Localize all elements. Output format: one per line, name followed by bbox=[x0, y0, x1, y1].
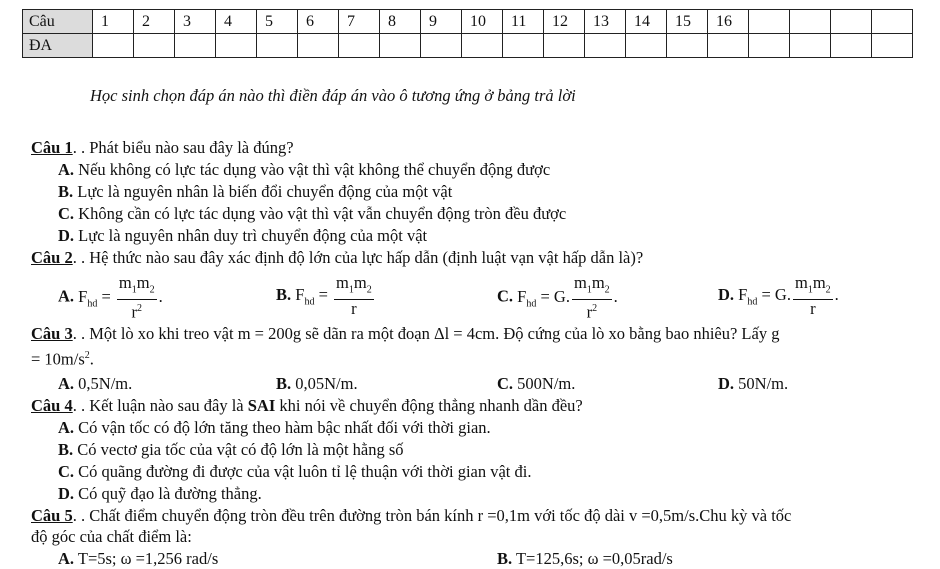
formula-c: $F_{hd} = G$. $\frac{m_1m_2}{r^2}$ . bbox=[517, 273, 618, 322]
question-1 bbox=[31, 138, 294, 158]
option-text: Có quãng đường đi được của vật luôn tỉ lệ thuận với thời gian vật đi. bbox=[78, 462, 532, 481]
option-text: 50N/m. bbox=[738, 374, 789, 393]
question-1-text: . . Phát biểu nào sau đây là đúng? bbox=[72, 138, 294, 157]
option-text: 0,05N/m. bbox=[295, 374, 358, 393]
option-letter: A. bbox=[58, 160, 75, 179]
option-text: Có vận tốc có độ lớn tăng theo hàm bậc nhất đối với thời gian. bbox=[78, 418, 491, 437]
header-cau: Câu bbox=[23, 10, 93, 34]
question-number: 5 bbox=[257, 10, 298, 34]
q4-option-b[interactable] bbox=[58, 440, 404, 460]
answer-cell[interactable] bbox=[134, 34, 175, 58]
question-5-label: Câu 5 bbox=[31, 506, 73, 525]
question-3 bbox=[31, 324, 779, 344]
question-number: 8 bbox=[380, 10, 421, 34]
question-number: 10 bbox=[462, 10, 503, 34]
question-3-label: Câu 3 bbox=[31, 324, 73, 343]
q1-option-c[interactable] bbox=[58, 204, 566, 224]
header-da: ĐA bbox=[23, 34, 93, 58]
q3-option-b[interactable] bbox=[276, 374, 358, 394]
q3-option-a[interactable] bbox=[58, 374, 132, 394]
answer-cell[interactable] bbox=[831, 34, 872, 58]
option-letter: A. bbox=[58, 286, 75, 306]
question-4-label: Câu 4 bbox=[31, 396, 73, 415]
answer-cell[interactable] bbox=[175, 34, 216, 58]
question-2 bbox=[31, 248, 643, 268]
answer-cell[interactable] bbox=[667, 34, 708, 58]
answer-cell[interactable] bbox=[257, 34, 298, 58]
question-1-label: Câu 1 bbox=[31, 138, 73, 157]
q5-option-b[interactable] bbox=[497, 549, 673, 569]
question-number bbox=[790, 10, 831, 34]
q4-option-d[interactable] bbox=[58, 484, 262, 504]
formula-b: $F_{hd}$ = $\frac{m_1m_2}{r}$ bbox=[295, 273, 372, 319]
option-letter: C. bbox=[497, 374, 514, 393]
answer-cell[interactable] bbox=[749, 34, 790, 58]
q4-option-c[interactable] bbox=[58, 462, 531, 482]
answer-cell[interactable] bbox=[216, 34, 257, 58]
q5-option-a[interactable] bbox=[58, 549, 218, 569]
option-letter: A. bbox=[58, 549, 75, 568]
option-letter: B. bbox=[58, 182, 74, 201]
option-letter: A. bbox=[58, 374, 75, 393]
formula-a: $F_{hd}$ = $\frac{m_1m_2}{r^2}$ . bbox=[78, 273, 163, 322]
question-number-row bbox=[23, 10, 913, 34]
q3-option-c[interactable] bbox=[497, 374, 575, 394]
question-number bbox=[872, 10, 913, 34]
q2-option-b[interactable] bbox=[276, 274, 376, 318]
option-letter: C. bbox=[497, 286, 514, 306]
answer-cell[interactable] bbox=[790, 34, 831, 58]
question-number: 2 bbox=[134, 10, 175, 34]
answer-cell[interactable] bbox=[626, 34, 667, 58]
question-number: 3 bbox=[175, 10, 216, 34]
question-number: 12 bbox=[544, 10, 585, 34]
question-5-text: . . Chất điểm chuyển động tròn đều trên đường tròn bán kính r =0,1m với tốc độ dài v =0,5m/s.Chu kỳ và tốc bbox=[72, 506, 792, 525]
instruction-text: Học sinh chọn đáp án nào thì điền đáp án vào ô tương ứng ở bảng trả lời bbox=[90, 86, 576, 105]
answer-cell[interactable] bbox=[708, 34, 749, 58]
question-number: 7 bbox=[339, 10, 380, 34]
question-number: 4 bbox=[216, 10, 257, 34]
sai-emphasis: SAI bbox=[247, 396, 276, 415]
option-letter: B. bbox=[276, 284, 292, 304]
answer-table bbox=[22, 9, 913, 58]
option-letter: D. bbox=[718, 284, 735, 304]
q2-option-c[interactable] bbox=[497, 274, 618, 322]
option-text: T=5s; ω =1,256 rad/s bbox=[77, 549, 219, 568]
option-letter: D. bbox=[718, 374, 735, 393]
question-3-text: . . Một lò xo khi treo vật m = 200g sẽ dãn ra một đoạn Δl = 4cm. Độ cứng của lò xo bằng bao nhiêu? Lấy g bbox=[72, 324, 780, 343]
answer-cell[interactable] bbox=[872, 34, 913, 58]
question-number: 14 bbox=[626, 10, 667, 34]
option-text: Có quỹ đạo là đường thẳng. bbox=[78, 484, 262, 503]
question-number: 16 bbox=[708, 10, 749, 34]
answer-cell[interactable] bbox=[93, 34, 134, 58]
option-letter: A. bbox=[58, 418, 75, 437]
answer-cell[interactable] bbox=[421, 34, 462, 58]
option-text: Lực là nguyên nhân duy trì chuyển động của một vật bbox=[78, 226, 428, 245]
formula-d: $F_{hd} = G$. $\frac{m_1m_2}{r}$ . bbox=[738, 273, 839, 319]
option-text: Lực là nguyên nhân là biến đổi chuyển động của một vật bbox=[77, 182, 453, 201]
option-text: Nếu không có lực tác dụng vào vật thì vật không thể chuyển động được bbox=[78, 160, 551, 179]
answer-cell[interactable] bbox=[339, 34, 380, 58]
option-letter: B. bbox=[497, 549, 513, 568]
q4-option-a[interactable] bbox=[58, 418, 491, 438]
option-letter: B. bbox=[276, 374, 292, 393]
answer-cell[interactable] bbox=[503, 34, 544, 58]
q2-option-a[interactable] bbox=[58, 274, 163, 322]
question-2-label: Câu 2 bbox=[31, 248, 73, 267]
answer-row bbox=[23, 34, 913, 58]
option-text: 0,5N/m. bbox=[78, 374, 133, 393]
q3-option-d[interactable] bbox=[718, 374, 788, 394]
question-number: 11 bbox=[503, 10, 544, 34]
answer-cell[interactable] bbox=[544, 34, 585, 58]
question-2-text: . . Hệ thức nào sau đây xác định độ lớn của lực hấp dẫn (định luật vạn vật hấp dẫn là)? bbox=[72, 248, 644, 267]
q1-option-d[interactable] bbox=[58, 226, 427, 246]
question-number: 6 bbox=[298, 10, 339, 34]
question-number: 15 bbox=[667, 10, 708, 34]
answer-cell[interactable] bbox=[585, 34, 626, 58]
q1-option-a[interactable] bbox=[58, 160, 550, 180]
question-3-line2: = $10m/s^2$. bbox=[31, 349, 94, 369]
option-text: T=125,6s; ω =0,05rad/s bbox=[515, 549, 673, 568]
question-number: 9 bbox=[421, 10, 462, 34]
option-text: Không cần có lực tác dụng vào vật thì vật vẫn chuyển động tròn đều được bbox=[78, 204, 567, 223]
question-number: 13 bbox=[585, 10, 626, 34]
q1-option-b[interactable] bbox=[58, 182, 452, 202]
option-letter: D. bbox=[58, 226, 75, 245]
option-letter: B. bbox=[58, 440, 74, 459]
answer-cell[interactable] bbox=[380, 34, 421, 58]
option-letter: C. bbox=[58, 204, 75, 223]
q2-option-d[interactable] bbox=[718, 274, 839, 318]
question-5-line2: độ góc của chất điểm là: bbox=[31, 527, 192, 546]
answer-cell[interactable] bbox=[462, 34, 503, 58]
question-number bbox=[749, 10, 790, 34]
question-number: 1 bbox=[93, 10, 134, 34]
option-letter: D. bbox=[58, 484, 75, 503]
option-text: Có vectơ gia tốc của vật có độ lớn là một hằng số bbox=[77, 440, 404, 459]
question-5 bbox=[31, 506, 791, 526]
option-text: 500N/m. bbox=[517, 374, 576, 393]
option-letter: C. bbox=[58, 462, 75, 481]
question-4: Câu 4. . Kết luận nào sau đây là SAI khi nói về chuyển động thẳng nhanh dần đều? bbox=[31, 396, 583, 415]
answer-cell[interactable] bbox=[298, 34, 339, 58]
question-number bbox=[831, 10, 872, 34]
